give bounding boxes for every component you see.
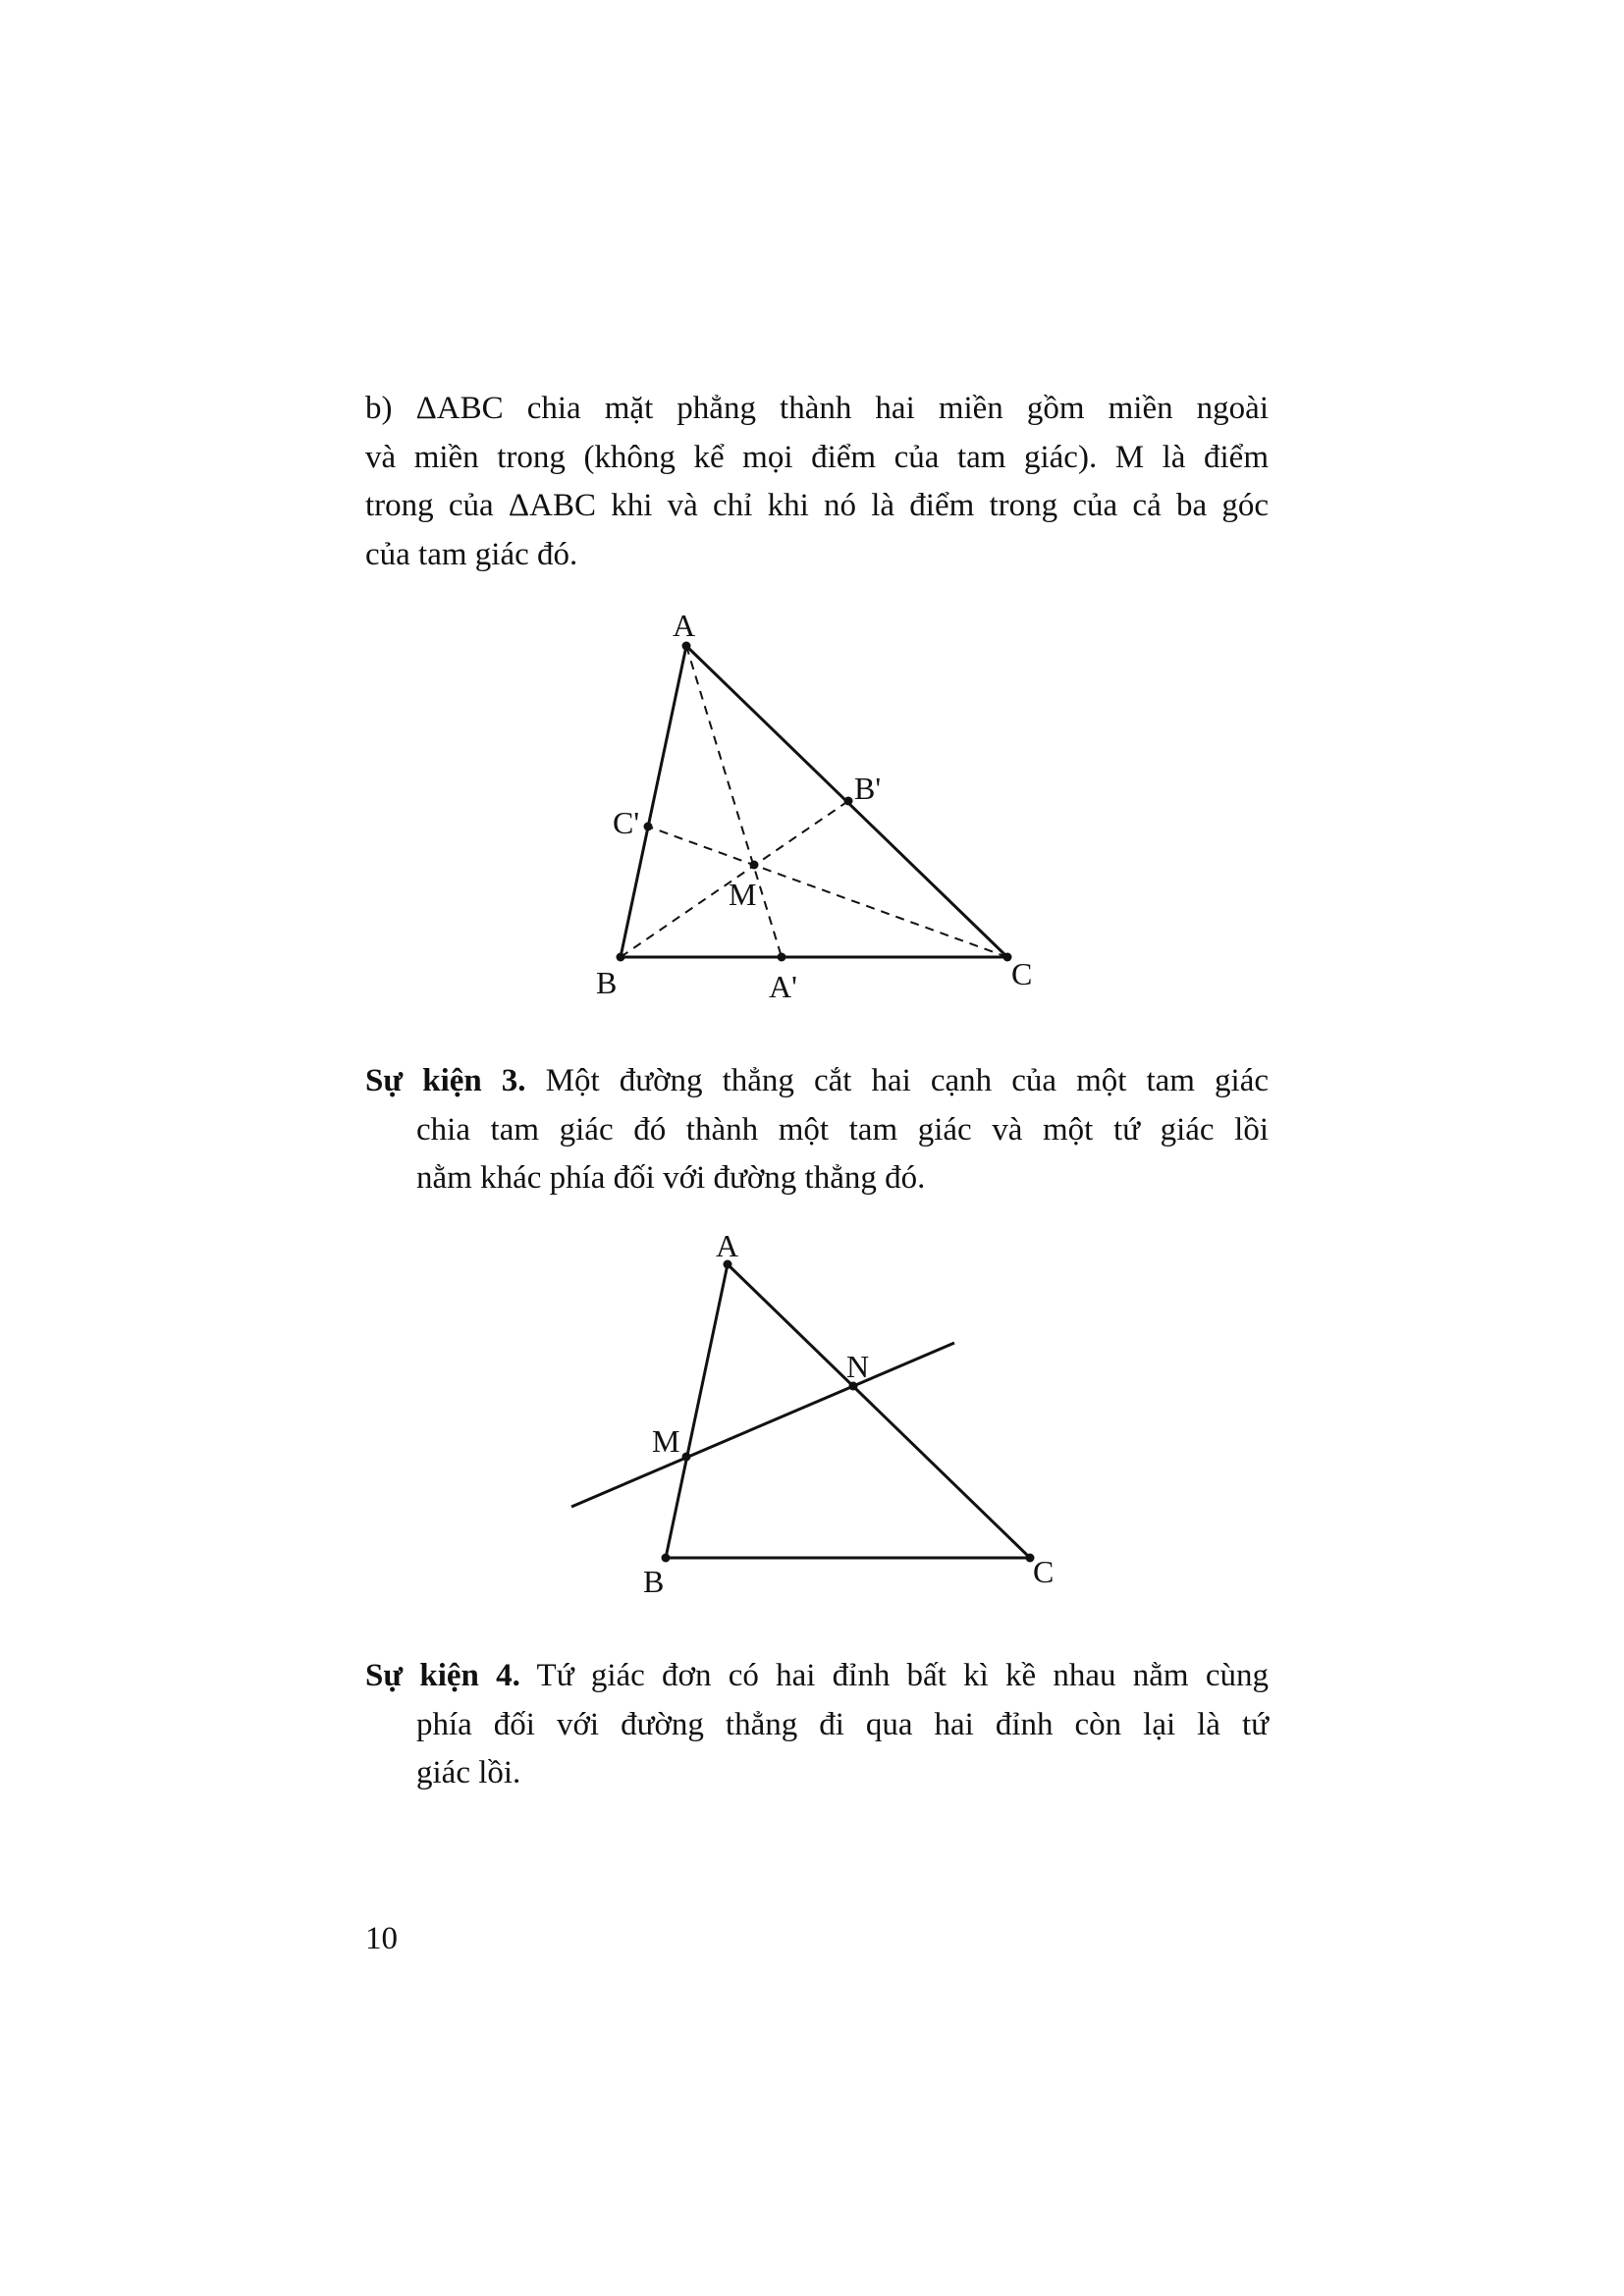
secant-line-mn — [571, 1343, 954, 1507]
paragraph-b-line-1: b) ΔABC chia mặt phẳng thành hai miền gồm miền ngoài — [365, 391, 1269, 426]
side-ab — [666, 1264, 728, 1558]
label-c: C — [1033, 1554, 1055, 1589]
fact-4-title: Sự kiện 4. — [365, 1658, 520, 1693]
page-number: 10 — [365, 1921, 398, 1956]
label-b1: B' — [854, 771, 882, 806]
point-m — [682, 1453, 691, 1462]
fact-4-line-1-text: Tứ giác đơn có hai đỉnh bất kì kề nhau nằm cùng — [519, 1658, 1269, 1693]
label-a: A — [673, 608, 696, 643]
fact-3-line-3: nằm khác phía đối với đường thẳng đó. — [416, 1160, 926, 1196]
label-c1: C' — [613, 805, 640, 840]
fact-3-line-2: chia tam giác đó thành một tam giác và một tứ giác lồi — [416, 1111, 1269, 1148]
label-b: B — [596, 965, 618, 1000]
label-c: C — [1011, 956, 1033, 991]
fact-4 — [365, 1652, 1269, 1798]
side-ca — [728, 1264, 1030, 1558]
point-b — [662, 1554, 671, 1563]
fact-3-title: Sự kiện 3. — [365, 1063, 526, 1098]
label-m: M — [652, 1423, 680, 1459]
paragraph-b-line-4: của tam giác đó. — [365, 536, 578, 572]
label-n: N — [846, 1349, 870, 1384]
fact-4-line-1 — [365, 1652, 1269, 1701]
label-b: B — [643, 1564, 665, 1599]
label-a1: A' — [769, 969, 797, 1004]
label-a: A — [716, 1228, 739, 1263]
label-m: M — [729, 877, 757, 912]
fact-4-line-3: giác lồi. — [416, 1755, 521, 1790]
fact-3-line-1-text: Một đường thẳng cắt hai cạnh của một tam giác — [525, 1063, 1269, 1098]
paragraph-b-line-2: và miền trong (không kể mọi điểm của tam giác). M là điểm — [365, 439, 1269, 475]
fact-4-line-2: phía đối với đường thẳng đi qua hai đỉnh còn lại là tứ — [416, 1706, 1269, 1742]
paragraph-b-line-3: trong của ΔABC khi và chỉ khi nó là điểm trong của cả ba góc — [365, 488, 1269, 523]
